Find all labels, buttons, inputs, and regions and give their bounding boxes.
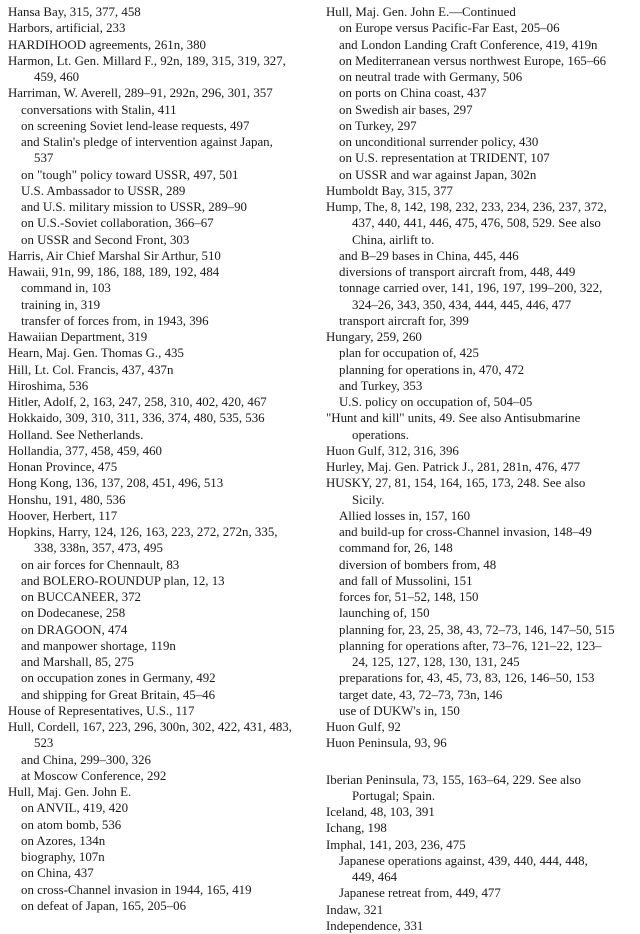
index-subentry: forces for, 51–52, 148, 150 (326, 589, 631, 605)
index-entry: HARDIHOOD agreements, 261n, 380 (8, 37, 313, 53)
index-subentry: command in, 103 (8, 280, 313, 296)
letter-section-gap (326, 752, 631, 772)
index-subentry: biography, 107n (8, 849, 313, 865)
index-continuation: 338, 338n, 357, 473, 495 (8, 540, 313, 556)
index-subentry: tonnage carried over, 141, 196, 197, 199–200, 322, (326, 280, 631, 296)
index-entry: Humboldt Bay, 315, 377 (326, 183, 631, 199)
index-subentry: and Turkey, 353 (326, 378, 631, 394)
index-entry: Huon Peninsula, 93, 96 (326, 735, 631, 751)
index-entry: Hearn, Maj. Gen. Thomas G., 435 (8, 345, 313, 361)
index-subentry: U.S. Ambassador to USSR, 289 (8, 183, 313, 199)
index-subentry: preparations for, 43, 45, 73, 83, 126, 146–50, 153 (326, 670, 631, 686)
index-subentry: on atom bomb, 536 (8, 817, 313, 833)
index-subentry: and U.S. military mission to USSR, 289–90 (8, 199, 313, 215)
index-entry: Harmon, Lt. Gen. Millard F., 92n, 189, 315, 319, 327, (8, 53, 313, 69)
index-subentry: diversions of transport aircraft from, 448, 449 (326, 264, 631, 280)
index-subentry: on Dodecanese, 258 (8, 605, 313, 621)
index-subentry: on USSR and Second Front, 303 (8, 232, 313, 248)
index-subentry: planning for, 23, 25, 38, 43, 72–73, 146, 147–50, 515 (326, 622, 631, 638)
index-subentry: launching of, 150 (326, 605, 631, 621)
index-continuation: Portugal; Spain. (326, 788, 631, 804)
index-subentry: on cross-Channel invasion in 1944, 165, 419 (8, 882, 313, 898)
index-subentry: on screening Soviet lend-lease requests, 497 (8, 118, 313, 134)
index-entry: Hong Kong, 136, 137, 208, 451, 496, 513 (8, 475, 313, 491)
index-entry: Iceland, 48, 103, 391 (326, 804, 631, 820)
index-entry: Ichang, 198 (326, 820, 631, 836)
index-right-bottom-group (326, 772, 631, 934)
index-subentry: and London Landing Craft Conference, 419, 419n (326, 37, 631, 53)
index-subentry: on USSR and war against Japan, 302n (326, 167, 631, 183)
index-subentry: on Swedish air bases, 297 (326, 102, 631, 118)
index-subentry: on ANVIL, 419, 420 (8, 800, 313, 816)
index-subentry: transport aircraft for, 399 (326, 313, 631, 329)
index-entry: House of Representatives, U.S., 117 (8, 703, 313, 719)
index-subentry: on Turkey, 297 (326, 118, 631, 134)
index-continuation: 523 (8, 735, 313, 751)
index-entry: Hull, Cordell, 167, 223, 296, 300n, 302, 422, 431, 483, (8, 719, 313, 735)
index-right-column (326, 4, 631, 934)
index-entry: Hull, Maj. Gen. John E.—Continued (326, 4, 631, 20)
index-subentry: Japanese retreat from, 449, 477 (326, 885, 631, 901)
index-entry: Hungary, 259, 260 (326, 329, 631, 345)
index-entry: Hokkaido, 309, 310, 311, 336, 374, 480, 535, 536 (8, 410, 313, 426)
index-subentry: planning for operations after, 73–76, 121–22, 123– (326, 638, 631, 654)
index-subentry: and Stalin's pledge of intervention against Japan, (8, 134, 313, 150)
index-subentry: training in, 319 (8, 297, 313, 313)
index-subentry: on U.S.-Soviet collaboration, 366–67 (8, 215, 313, 231)
index-subentry: at Moscow Conference, 292 (8, 768, 313, 784)
index-entry: Hump, The, 8, 142, 198, 232, 233, 234, 236, 237, 372, (326, 199, 631, 215)
index-subentry: and shipping for Great Britain, 45–46 (8, 687, 313, 703)
index-subentry: and BOLERO-ROUNDUP plan, 12, 13 (8, 573, 313, 589)
index-continuation: 449, 464 (326, 869, 631, 885)
index-subentry: and fall of Mussolini, 151 (326, 573, 631, 589)
index-subentry: and build-up for cross-Channel invasion, 148–49 (326, 524, 631, 540)
index-continuation: operations. (326, 427, 631, 443)
index-subentry: on occupation zones in Germany, 492 (8, 670, 313, 686)
index-entry: Hawaii, 91n, 99, 186, 188, 189, 192, 484 (8, 264, 313, 280)
index-entry: Hollandia, 377, 458, 459, 460 (8, 443, 313, 459)
index-continuation: 537 (8, 150, 313, 166)
index-entry: "Hunt and kill" units, 49. See also Antisubmarine (326, 410, 631, 426)
index-subentry: command for, 26, 148 (326, 540, 631, 556)
index-subentry: U.S. policy on occupation of, 504–05 (326, 394, 631, 410)
index-subentry: on defeat of Japan, 165, 205–06 (8, 898, 313, 914)
index-entry: Hawaiian Department, 319 (8, 329, 313, 345)
index-subentry: on "tough" policy toward USSR, 497, 501 (8, 167, 313, 183)
index-subentry: on Mediterranean versus northwest Europe, 165–66 (326, 53, 631, 69)
index-entry: Hitler, Adolf, 2, 163, 247, 258, 310, 402, 420, 467 (8, 394, 313, 410)
index-left-column (8, 4, 313, 914)
index-subentry: on China, 437 (8, 865, 313, 881)
index-entry: Hull, Maj. Gen. John E. (8, 784, 313, 800)
index-subentry: on BUCCANEER, 372 (8, 589, 313, 605)
index-subentry: and China, 299–300, 326 (8, 752, 313, 768)
index-subentry: Allied losses in, 157, 160 (326, 508, 631, 524)
index-subentry: planning for operations in, 470, 472 (326, 362, 631, 378)
index-subentry: on neutral trade with Germany, 506 (326, 69, 631, 85)
index-subentry: diversion of bombers from, 48 (326, 557, 631, 573)
index-subentry: on ports on China coast, 437 (326, 85, 631, 101)
index-entry: Indaw, 321 (326, 902, 631, 918)
index-subentry: transfer of forces from, in 1943, 396 (8, 313, 313, 329)
index-entry: Honshu, 191, 480, 536 (8, 492, 313, 508)
index-continuation: Sicily. (326, 492, 631, 508)
index-entry: Independence, 331 (326, 918, 631, 934)
index-entry: Holland. See Netherlands. (8, 427, 313, 443)
index-entry: Harbors, artificial, 233 (8, 20, 313, 36)
index-entry: Hill, Lt. Col. Francis, 437, 437n (8, 362, 313, 378)
index-continuation: 459, 460 (8, 69, 313, 85)
index-entry: Hopkins, Harry, 124, 126, 163, 223, 272, 272n, 335, (8, 524, 313, 540)
index-subentry: use of DUKW's in, 150 (326, 703, 631, 719)
index-entry: Hoover, Herbert, 117 (8, 508, 313, 524)
index-subentry: and Marshall, 85, 275 (8, 654, 313, 670)
index-entry: Iberian Peninsula, 73, 155, 163–64, 229. See also (326, 772, 631, 788)
index-subentry: on Europe versus Pacific-Far East, 205–06 (326, 20, 631, 36)
index-continuation: China, airlift to. (326, 232, 631, 248)
index-subentry: on DRAGOON, 474 (8, 622, 313, 638)
index-entry: Hiroshima, 536 (8, 378, 313, 394)
index-entry: Huon Gulf, 92 (326, 719, 631, 735)
index-subentry: conversations with Stalin, 411 (8, 102, 313, 118)
index-subentry: on air forces for Chennault, 83 (8, 557, 313, 573)
index-subentry: Japanese operations against, 439, 440, 444, 448, (326, 853, 631, 869)
index-continuation: 324–26, 343, 350, 434, 444, 445, 446, 477 (326, 297, 631, 313)
index-right-top-group (326, 4, 631, 752)
index-subentry: on Azores, 134n (8, 833, 313, 849)
index-entry: Hurley, Maj. Gen. Patrick J., 281, 281n, 476, 477 (326, 459, 631, 475)
index-entry: Honan Province, 475 (8, 459, 313, 475)
index-subentry: and B–29 bases in China, 445, 446 (326, 248, 631, 264)
index-continuation: 437, 440, 441, 446, 475, 476, 508, 529. See also (326, 215, 631, 231)
index-entry: Harris, Air Chief Marshal Sir Arthur, 510 (8, 248, 313, 264)
index-entry: Harriman, W. Averell, 289–91, 292n, 296, 301, 357 (8, 85, 313, 101)
index-continuation: 24, 125, 127, 128, 130, 131, 245 (326, 654, 631, 670)
index-subentry: plan for occupation of, 425 (326, 345, 631, 361)
index-subentry: target date, 43, 72–73, 73n, 146 (326, 687, 631, 703)
index-subentry: on unconditional surrender policy, 430 (326, 134, 631, 150)
index-entry: HUSKY, 27, 81, 154, 164, 165, 173, 248. See also (326, 475, 631, 491)
index-entry: Imphal, 141, 203, 236, 475 (326, 837, 631, 853)
index-subentry: and manpower shortage, 119n (8, 638, 313, 654)
index-subentry: on U.S. representation at TRIDENT, 107 (326, 150, 631, 166)
index-entry: Huon Gulf, 312, 316, 396 (326, 443, 631, 459)
index-entry: Hansa Bay, 315, 377, 458 (8, 4, 313, 20)
